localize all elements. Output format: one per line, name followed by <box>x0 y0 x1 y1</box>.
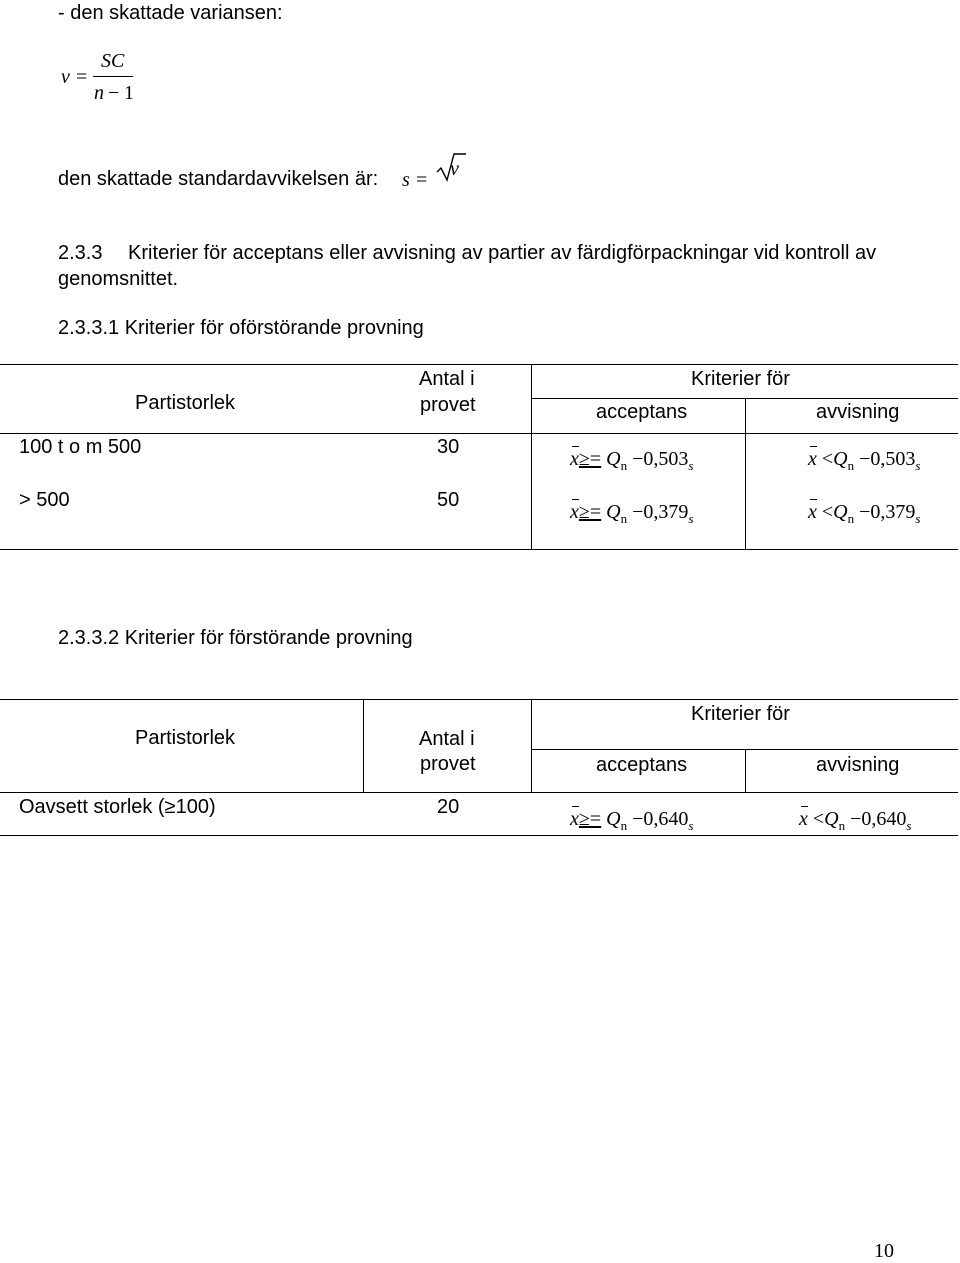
rejection-criterion: $x <Q_n -0,503_s$ <box>808 448 921 473</box>
variance-lhs: v <box>61 66 70 88</box>
table1-top-rule <box>0 364 958 365</box>
section-233-title-line2: genomsnittet. <box>58 268 179 290</box>
variance-denominator-one: 1 <box>124 82 134 104</box>
row-lot-size: Oavsett storlek (≥100) <box>19 796 216 818</box>
stddev-text: den skattade standardavvikelsen är: <box>58 168 379 190</box>
table2-header-rule <box>0 792 958 793</box>
table2-header-kriterier: Kriterier för <box>691 703 790 725</box>
row-lot-size: 100 t o m 500 <box>19 436 142 458</box>
mean-bar <box>810 499 817 500</box>
table2-top-rule <box>0 699 958 700</box>
stddev-eq: = <box>416 169 428 191</box>
table1-divider-accept-reject <box>745 398 746 550</box>
page-number: 10 <box>874 1240 894 1262</box>
rejection-criterion: $x <Q_n -0,640_s$ <box>799 808 912 833</box>
row-sample-count: 20 <box>437 796 460 818</box>
acceptance-criterion: $x\ge= Q_n -0,503_s$ <box>570 448 694 473</box>
table1-header-avvisning: avvisning <box>816 401 900 423</box>
acceptance-criterion: $x\ge= Q_n -0,640_s$ <box>570 808 694 833</box>
variance-numerator: SC <box>101 50 125 72</box>
table2-divider-lot <box>363 699 364 793</box>
variance-denominator-n: n <box>94 82 104 104</box>
table1-header-antal-line2: provet <box>420 394 476 416</box>
stddev-radicand: v <box>450 158 459 180</box>
mean-bar <box>810 446 817 447</box>
table2-bottom-rule <box>0 835 958 836</box>
section-233-title-line1: Kriterier för acceptans eller avvisning av partier av färdigförpackningar vid kontroll av <box>128 242 877 264</box>
section-2331-title: 2.3.3.1 Kriterier för oförstörande provning <box>58 317 424 339</box>
table1-header-partistorlek: Partistorlek <box>135 392 236 414</box>
table2-header-acceptans: acceptans <box>596 754 688 776</box>
variance-intro: - den skattade variansen: <box>58 2 283 24</box>
mean-bar <box>801 806 808 807</box>
section-233-number: 2.3.3 <box>58 242 103 264</box>
table2-header-partistorlek: Partistorlek <box>135 727 236 749</box>
table2-header-antal-line2: provet <box>420 753 476 775</box>
table1-header-rule <box>0 433 958 434</box>
fraction-bar <box>93 76 133 77</box>
mean-bar <box>572 806 579 807</box>
variance-eq: = <box>76 66 88 88</box>
variance-denominator-minus: − <box>108 82 120 104</box>
mean-bar <box>572 446 579 447</box>
row-sample-count: 50 <box>437 489 460 511</box>
table2-header-avvisning: avvisning <box>816 754 900 776</box>
table1-header-kriterier: Kriterier för <box>691 368 790 390</box>
acceptance-criterion: $x\ge= Q_n -0,379_s$ <box>570 501 694 526</box>
table1-divider-criteria <box>531 364 532 550</box>
table1-bottom-rule <box>0 549 958 550</box>
section-2332-title: 2.3.3.2 Kriterier för förstörande provning <box>58 627 413 649</box>
rejection-criterion: $x <Q_n -0,379_s$ <box>808 501 921 526</box>
row-lot-size: > 500 <box>19 489 70 511</box>
table1-header-antal-line1: Antal i <box>419 368 475 390</box>
mean-bar <box>572 499 579 500</box>
table1-header-acceptans: acceptans <box>596 401 688 423</box>
table2-divider-accept-reject <box>745 749 746 793</box>
table2-header-antal-line1: Antal i <box>419 728 475 750</box>
stddev-lhs: s <box>402 169 410 191</box>
table2-divider-criteria <box>531 699 532 793</box>
row-sample-count: 30 <box>437 436 460 458</box>
